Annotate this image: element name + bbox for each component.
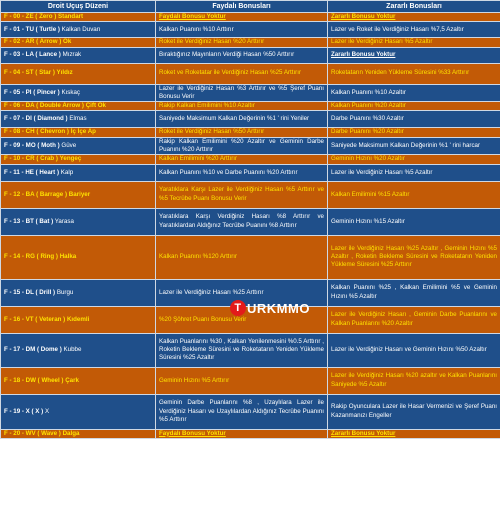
formation-code: F - 18 - DW ( Wheel ) — [4, 376, 64, 384]
bad-bonus: Lazer ile Verdiğiniz Hasarı ve Geminin Hızını %50 Azaltır — [328, 333, 500, 367]
good-bonus: Yaratıklara Karşı Verdiğiniz Hasarı %8 Arttırır ve Yaratıklardan Aldığınız Tecrübe Puanını %8 Arttırır — [156, 208, 328, 235]
bad-bonus: Zararlı Bonusu Yoktur — [328, 429, 500, 438]
formation-name — [1, 128, 156, 137]
table-row — [1, 181, 500, 208]
bad-bonus: Kalkan Puanını %20 Azaltır — [328, 102, 500, 111]
formation-label: Dalga — [62, 429, 80, 437]
formation-code: F - 09 - MO ( Moth ) — [4, 141, 60, 149]
formation-label: Standart — [58, 13, 84, 20]
table-row — [1, 63, 500, 84]
good-bonus: Kalkan Puanlarını %30 , Kalkan Yenilenmesini %0.5 Arttırır , Roketin Bekleme Süresini ve Roketatarın Yeniden Yükleme Süresini %25 Azaltır — [156, 333, 328, 367]
table-row — [1, 333, 500, 367]
good-bonus: Roket ile Verdiğiniz Hasarı %50 Arttırır — [156, 128, 328, 137]
bad-bonus: Geminin Hızını %20 Azaltır — [328, 155, 500, 164]
bad-bonus: Saniyede Maksimum Kalkan Değerinin %1 ' rini harcar — [328, 137, 500, 155]
header-good: Faydalı Bonusları — [156, 1, 328, 13]
formation-code: F - 20 - WV ( Wave ) — [4, 429, 61, 437]
formation-label: Yıldız — [56, 69, 73, 77]
table-row — [1, 394, 500, 429]
formation-code: F - 17 - DM ( Dome ) — [4, 346, 62, 354]
table-row — [1, 38, 500, 47]
table-row — [1, 22, 500, 38]
formation-code: F - 06 - DA ( Double Arrow ) — [4, 102, 84, 110]
formation-name — [1, 208, 156, 235]
bad-bonus: Lazer ile Verdiğiniz Hasarı %25 Azaltır , Geminin Hızını %5 Azaltır , Roketin Bekleme Süresini ve Roketatarın Yeniden Yükleme Süresini %25 Arttırır — [328, 235, 500, 279]
good-bonus: Lazer ile Verdiğiniz Hasarı %25 Arttırır — [156, 279, 328, 306]
formation-code: F - 12 - BA ( Barrage ) — [4, 190, 68, 198]
formation-name — [1, 22, 156, 38]
formation-name — [1, 38, 156, 47]
bad-bonus: Kalkan Puanını %10 Azaltır — [328, 84, 500, 102]
formation-label: Halka — [59, 253, 77, 261]
good-bonus: Roket ile Verdiğiniz Hasarı %20 Arttırır — [156, 38, 328, 47]
formation-code: F - 00 - ZE ( Zero ) — [4, 13, 57, 20]
formation-code: F - 05 - PI ( Pincer ) — [4, 88, 60, 96]
formation-label: İç İçe Ap — [70, 128, 96, 136]
good-bonus: Kalkan Puanını %10 Arttırır — [156, 22, 328, 38]
header-formation: Droit Uçuş Düzeni — [1, 1, 156, 13]
bad-bonus: Darbe Puanını %30 Azaltır — [328, 111, 500, 128]
bad-bonus: Lazer ile Verdiğiniz Hasarı %20 azaltır ve Kalkan Puanlarını Saniyede %5 Azaltır — [328, 367, 500, 394]
bad-bonus: Geminin Hızını %15 Azaltır — [328, 208, 500, 235]
formation-name — [1, 279, 156, 306]
formation-code: F - 14 - RG ( Ring ) — [4, 253, 58, 261]
table-row — [1, 13, 500, 22]
formation-code: F - 04 - ST ( Star ) — [4, 69, 55, 77]
bad-bonus: Zararlı Bonusu Yoktur — [328, 47, 500, 63]
formation-code: F - 02 - AR ( Arrow ) — [4, 38, 62, 46]
table-row — [1, 235, 500, 279]
watermark-text: URKMMO — [247, 300, 310, 316]
formation-code: F - 13 - BT ( Bat ) — [4, 217, 54, 225]
bad-bonus: Lazer ile Verdiğiniz Hasarı %5 Azaltır — [328, 164, 500, 181]
bad-bonus: Kalkan Emilimini %15 Azaltır — [328, 181, 500, 208]
good-bonus: Lazer ile Verdiğiniz Hasarı %3 Arttırır ve %5 Şeref Puanı Bonusu Verir — [156, 84, 328, 102]
formation-name — [1, 155, 156, 164]
formation-label: Kalkan Duvarı — [61, 25, 101, 33]
formation-name — [1, 102, 156, 111]
formation-code: F - 19 - X ( X ) — [4, 407, 44, 415]
table-row — [1, 208, 500, 235]
bad-bonus: Lazer ile Verdiğiniz Hasarı %5 Azaltır — [328, 38, 500, 47]
formation-label: Bariyer — [68, 190, 91, 198]
formation-label: Güve — [61, 141, 77, 149]
formation-code: F - 10 - CR ( Crab ) — [4, 155, 58, 163]
table-body — [1, 13, 500, 439]
table-row — [1, 47, 500, 63]
formation-code: F - 16 - VT ( Veteran ) — [4, 315, 66, 323]
good-bonus: Kalkan Puanını %120 Arttırır — [156, 235, 328, 279]
formation-label: Ok — [63, 38, 72, 46]
formation-label: Kıdemli — [66, 315, 90, 323]
bad-bonus: Roketatarın Yeniden Yükleme Süresini %33 Arttırır — [328, 63, 500, 84]
formation-name — [1, 429, 156, 438]
formation-name — [1, 235, 156, 279]
formation-name — [1, 164, 156, 181]
formation-label: Elmas — [69, 115, 87, 123]
good-bonus: %20 Şöhret Puanı Bonusu Verir — [156, 306, 328, 333]
bad-bonus: Rakip Oyunculara Lazer ile Hasar Vermenizi ve Şeref Puanı Kazanmanızı Engeller — [328, 394, 500, 429]
good-bonus: Rakip Kalkan Emilimini %10 Azaltır — [156, 102, 328, 111]
good-bonus: Bıraktığınız Mayınların Verdiği Hasarı %50 Arttırır — [156, 47, 328, 63]
formation-name — [1, 13, 156, 22]
formation-name — [1, 181, 156, 208]
good-bonus: Faydalı Bonusu Yoktur — [156, 429, 328, 438]
table-row — [1, 137, 500, 155]
formation-code: F - 11 - HE ( Heart ) — [4, 168, 60, 176]
formation-label: Kalp — [60, 168, 74, 176]
table-row — [1, 102, 500, 111]
bad-bonus: Lazer ve Roket ile Verdiğiniz Hasarı %7,5 Azaltır — [328, 22, 500, 38]
formation-name — [1, 394, 156, 429]
good-bonus: Geminin Darbe Puanlarını %8 , Uzaylılara Lazer ile Verdiğiniz Hasarı ve Uzaylılardan Aldığınız Tecrübe Puanını %5 Arttırır — [156, 394, 328, 429]
watermark-logo — [230, 300, 310, 316]
table-row — [1, 128, 500, 137]
formation-code: F - 15 - DL ( Drill ) — [4, 288, 56, 296]
formation-label: Burgu — [56, 288, 74, 296]
formation-code: F - 01 - TU ( Turtle ) — [4, 25, 60, 33]
good-bonus: Saniyede Maksimum Kalkan Değerinin %1 ' rini Yeniler — [156, 111, 328, 128]
header-row — [1, 1, 500, 13]
formation-label: X — [44, 407, 50, 415]
formation-name — [1, 63, 156, 84]
formation-label: Çark — [65, 376, 79, 384]
good-bonus: Faydalı Bonusu Yoktur — [156, 13, 328, 22]
header-bad: Zararlı Bonusları — [328, 1, 500, 13]
formation-label: Kubbe — [63, 346, 82, 354]
good-bonus: Geminin Hızını %5 Arttırır — [156, 367, 328, 394]
formation-code: F - 07 - DI ( Diamond ) — [4, 115, 68, 123]
table-row — [1, 84, 500, 102]
formation-name — [1, 137, 156, 155]
table-row — [1, 367, 500, 394]
formation-name — [1, 367, 156, 394]
formation-name — [1, 306, 156, 333]
formation-name — [1, 84, 156, 102]
formation-code: F - 03 - LA ( Lance ) — [4, 50, 61, 58]
formation-name — [1, 333, 156, 367]
bad-bonus: Darbe Puanını %20 Azaltır — [328, 128, 500, 137]
formation-code: F - 08 - CH ( Chevron ) — [4, 128, 69, 136]
formation-label: Çift Ok — [85, 102, 107, 110]
formation-name — [1, 111, 156, 128]
formation-label: Kıskaç — [61, 88, 81, 96]
bad-bonus: Kalkan Puanını %25 , Kalkan Emilimini %5 ve Geminin Hızını %5 Azaltır — [328, 279, 500, 306]
bad-bonus: Lazer ile Verdiğiniz Hasarı , Geminin Darbe Puanlarını ve Kalkan Puanlarını %20 Azaltır — [328, 306, 500, 333]
table-row — [1, 111, 500, 128]
good-bonus: Roket ve Roketatar ile Verdiğiniz Hasarı %25 Arttırır — [156, 63, 328, 84]
formation-label: Yengeç — [59, 155, 82, 163]
good-bonus: Rakip Kalkan Emilimini %20 Azaltır ve Geminin Darbe Puanını %20 Arttırır — [156, 137, 328, 155]
formation-name — [1, 47, 156, 63]
table-row — [1, 164, 500, 181]
table-row — [1, 155, 500, 164]
formation-label: Mızrak — [62, 50, 82, 58]
good-bonus: Kalkan Puanını %10 ve Darbe Puanını %20 Arttırır — [156, 164, 328, 181]
bad-bonus: Zararlı Bonusu Yoktur — [328, 13, 500, 22]
logo-t-icon: T — [230, 300, 246, 316]
formation-label: Yarasa — [54, 217, 74, 225]
good-bonus: Kalkan Emilimini %20 Arttırır — [156, 155, 328, 164]
good-bonus: Yaratıklara Karşı Lazer ile Verdiğiniz Hasarı %5 Arttırır ve %5 Tecrübe Puanı Bonusu Verir — [156, 181, 328, 208]
table-row — [1, 429, 500, 438]
